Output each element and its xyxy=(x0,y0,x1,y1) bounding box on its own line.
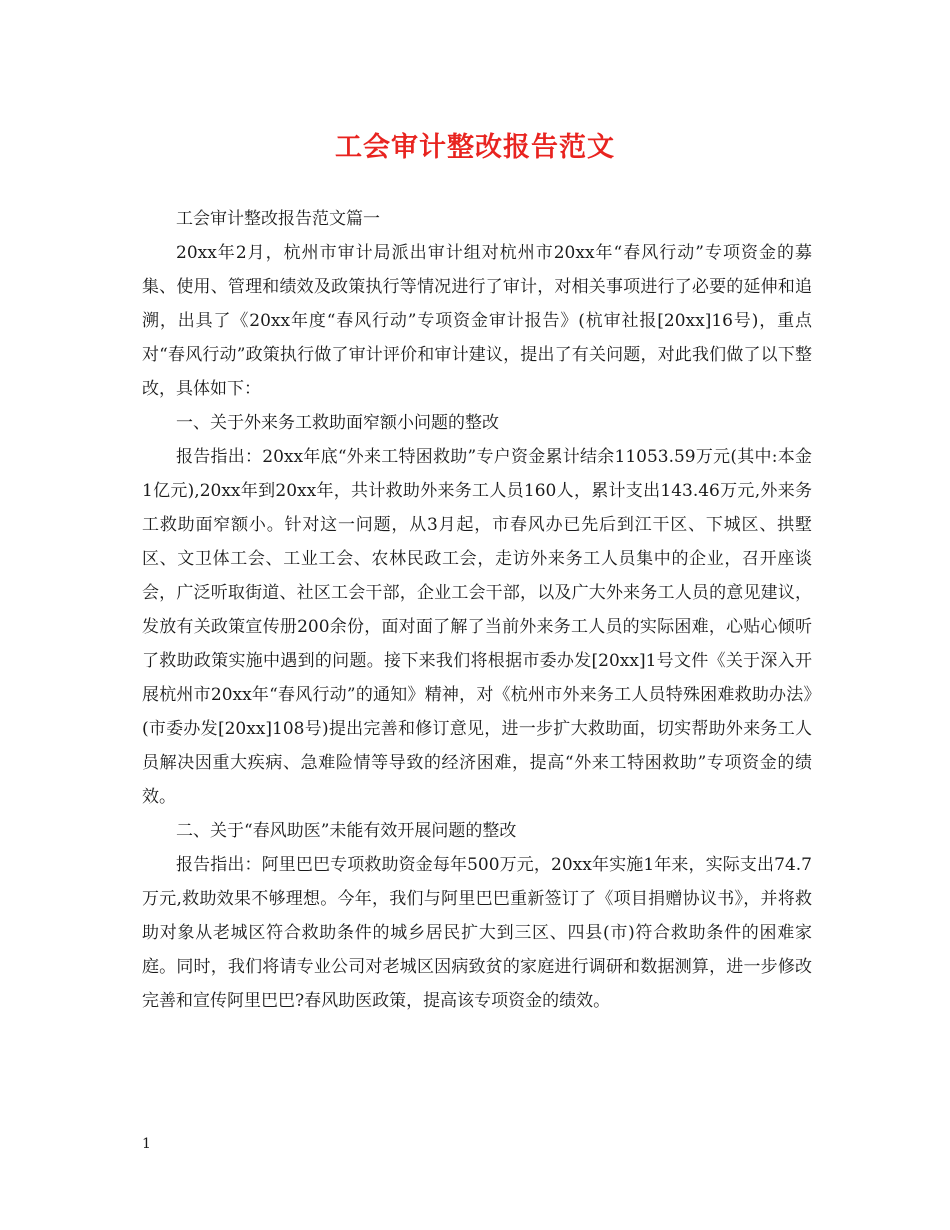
section-heading: 工会审计整改报告范文篇一 xyxy=(176,209,380,229)
body-paragraph: 报告指出：阿里巴巴专项救助资金每年500万元，20xx年实施1年来，实际支出74.7万元,救助效果不够理想。今年，我们与阿里巴巴重新签订了《项目捐赠协议书》，并将救助对象从老城区符合救助条件的城乡居民扩大到三区、四县(市)符合救助条件的困难家庭。同时，我们将请专业公司对老城区因病致贫的家庭进行调研和数据测算，进一步修改完善和宣传阿里巴巴?春风助医政策，提高该专项资金的绩效。 xyxy=(142,855,812,1011)
section-heading: 二、关于“春风助医”未能有效开展问题的整改 xyxy=(176,821,517,841)
page-number: 1 xyxy=(142,1136,151,1152)
body-paragraph: 20xx年2月，杭州市审计局派出审计组对杭州市20xx年“春风行动”专项资金的募集、使用、管理和绩效及政策执行等情况进行了审计，对相关事项进行了必要的延伸和追溯，出具了《20xx年度“春风行动”专项资金审计报告》(杭审社报[20xx]16号)，重点对“春风行动”政策执行做了审计评价和审计建议，提出了有关问题，对此我们做了以下整改，具体如下： xyxy=(142,243,812,399)
body-paragraph: 报告指出：20xx年底“外来工特困救助”专户资金累计结余11053.59万元(其中:本金1亿元),20xx年到20xx年，共计救助外来务工人员160人，累计支出143.46万元,外来务工救助面窄额小。针对这一问题，从3月起，市春风办已先后到江干区、下城区、拱墅区、文卫体工会、工业工会、农林民政工会，走访外来务工人员集中的企业，召开座谈会，广泛听取街道、社区工会干部，企业工会干部，以及广大外来务工人员的意见建议，发放有关政策宣传册200余份，面对面了解了当前外来务工人员的实际困难，心贴心倾听了救助政策实施中遇到的问题。接下来我们将根据市委办发[20xx]1号文件《关于深入开展杭州市20xx年“春风行动”的通知》精神，对《杭州市外来务工人员特殊困难救助办法》(市委办发[20xx]108号)提出完善和修订意见，进一步扩大救助面，切实帮助外来务工人员解决因重大疾病、急难险情等导致的经济困难，提高“外来工特困救助”专项资金的绩效。 xyxy=(142,447,812,807)
section-heading: 一、关于外来务工救助面窄额小问题的整改 xyxy=(176,413,499,433)
document-body xyxy=(142,202,812,1018)
document-title: 工会审计整改报告范文 xyxy=(335,132,615,163)
